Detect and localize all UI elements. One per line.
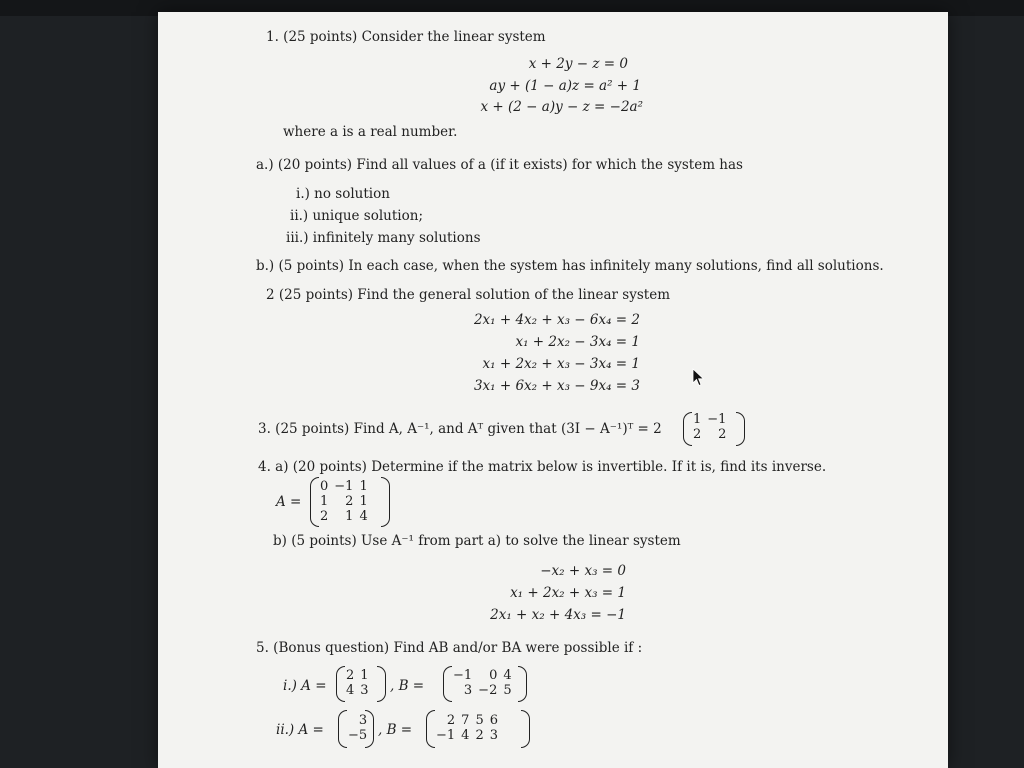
q3-matrix-grid — [690, 412, 729, 442]
q5ii-B-label: , B = — [378, 722, 413, 738]
q5ii-matrix-A — [338, 710, 374, 748]
q5i-B-label: , B = — [390, 678, 425, 694]
q3-matrix — [683, 412, 745, 446]
q5i-A22: 3 — [360, 683, 369, 698]
q5ii-B23: 2 — [475, 728, 484, 743]
q2-equation-2: x₁ + 2x₂ − 3x₄ = 1 — [515, 334, 640, 350]
q4-m31: 2 — [320, 509, 329, 524]
exam-sheet — [158, 12, 948, 768]
q1-equation-1: x + 2y − z = 0 — [528, 56, 628, 72]
q1-where-note: where a is a real number. — [283, 124, 458, 140]
q1a-header: a.) (20 points) Find all values of a (if it exists) for which the system has — [256, 157, 743, 173]
q5ii-matrix-B — [426, 710, 530, 748]
q5ii-label: ii.) A = — [276, 722, 324, 738]
q1a-item-3: iii.) infinitely many solutions — [286, 230, 481, 246]
q5i-label: i.) A = — [283, 678, 327, 694]
q5i-B23: 5 — [503, 683, 512, 698]
q5i-matrix-A-grid — [343, 668, 372, 698]
q5i-B22: −2 — [478, 683, 498, 698]
q4-m22: 2 — [345, 494, 354, 509]
q4-m13: 1 — [359, 479, 368, 494]
q5i-B21: 3 — [463, 683, 473, 698]
q4b-header: b) (5 points) Use A⁻¹ from part a) to solve the linear system — [273, 533, 681, 549]
q2-header: 2 (25 points) Find the general solution of the linear system — [266, 287, 670, 303]
q5ii-B12: 7 — [461, 713, 470, 728]
q2-equation-1: 2x₁ + 4x₂ + x₃ − 6x₄ = 2 — [473, 312, 640, 328]
q5i-A11: 2 — [346, 668, 355, 683]
q4-m21: 1 — [320, 494, 329, 509]
q5i-B11: −1 — [453, 668, 473, 683]
q5ii-A21: −5 — [348, 728, 368, 743]
q1-equation-3: x + (2 − a)y − z = −2a² — [480, 99, 643, 115]
q1-header: 1. (25 points) Consider the linear system — [266, 29, 546, 45]
q1-equation-2: ay + (1 − a)z = a² + 1 — [489, 78, 641, 94]
q4-m33: 4 — [359, 509, 368, 524]
q4a-header: 4. a) (20 points) Determine if the matrix below is invertible. If it is, find its inverse. — [258, 459, 827, 475]
q5i-A12: 1 — [360, 668, 369, 683]
q5ii-A11: 3 — [358, 713, 368, 728]
q3-m22: 2 — [718, 427, 727, 442]
q4-m11: 0 — [320, 479, 329, 494]
q5ii-B14: 6 — [489, 713, 499, 728]
q5ii-matrix-B-grid — [433, 713, 501, 743]
q5i-matrix-B — [443, 666, 527, 702]
q5ii-matrix-A-grid — [345, 713, 370, 743]
q4-matrix-grid — [317, 479, 371, 524]
q2-equation-3: x₁ + 2x₂ + x₃ − 3x₄ = 1 — [482, 356, 640, 372]
q3-m21: 2 — [693, 427, 702, 442]
q3-text: 3. (25 points) Find A, A⁻¹, and Aᵀ given that (3I − A⁻¹)ᵀ = 2 — [258, 421, 662, 437]
q4-equation-2: x₁ + 2x₂ + x₃ = 1 — [510, 585, 626, 601]
q4-matrix-label: A = — [276, 494, 302, 510]
q5ii-B21: −1 — [436, 728, 456, 743]
q4-m12: −1 — [334, 479, 354, 494]
q4-m32: 1 — [345, 509, 354, 524]
q5ii-B13: 5 — [475, 713, 484, 728]
q1b-header: b.) (5 points) In each case, when the system has infinitely many solutions, find all solutions. — [256, 258, 884, 274]
q3-m11: 1 — [693, 412, 702, 427]
q4-matrix — [310, 477, 390, 527]
q1a-item-1: i.) no solution — [296, 186, 390, 202]
q4-equation-3: 2x₁ + x₂ + 4x₃ = −1 — [490, 607, 626, 623]
q5i-matrix-B-grid — [450, 668, 515, 698]
q5ii-B22: 4 — [461, 728, 470, 743]
q1a-item-2: ii.) unique solution; — [290, 208, 423, 224]
q3-m12: −1 — [707, 412, 727, 427]
q5i-B13: 4 — [503, 668, 512, 683]
q4-equation-1: −x₂ + x₃ = 0 — [540, 563, 626, 579]
q5ii-B11: 2 — [446, 713, 456, 728]
q4-m23: 1 — [359, 494, 368, 509]
q2-equation-4: 3x₁ + 6x₂ + x₃ − 9x₄ = 3 — [473, 378, 640, 394]
q5i-B12: 0 — [489, 668, 498, 683]
q5i-matrix-A — [336, 666, 386, 702]
q5ii-B24: 3 — [489, 728, 499, 743]
mouse-pointer-icon — [692, 368, 706, 388]
q5-header: 5. (Bonus question) Find AB and/or BA were possible if : — [256, 640, 643, 656]
q5i-A21: 4 — [346, 683, 355, 698]
